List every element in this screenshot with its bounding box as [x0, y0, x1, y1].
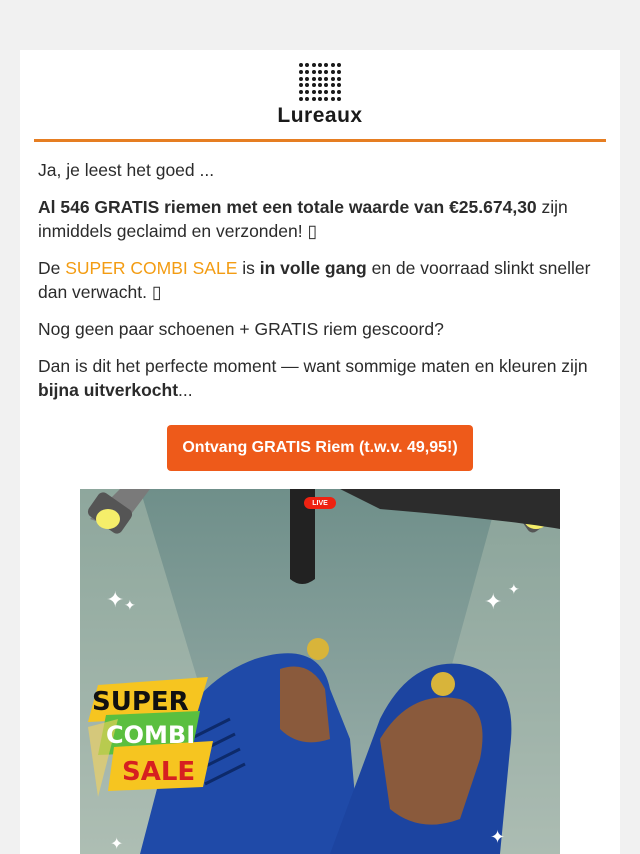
logo-dot [324, 63, 328, 67]
hero-image[interactable] [80, 489, 560, 854]
logo-dot [299, 77, 303, 81]
logo-dot [318, 83, 322, 87]
sparkle-icon: ✦ [106, 587, 125, 612]
sparkle-icon: ✦ [490, 827, 506, 847]
logo-dot [337, 83, 341, 87]
claimed-stat: Al 546 GRATIS riemen met een totale waarde van €25.674,30 [38, 197, 537, 217]
urgency-bold: bijna uitverkocht [38, 380, 179, 400]
logo-dot [331, 83, 335, 87]
header-divider [34, 139, 606, 142]
urgency-text: Dan is dit het perfecte moment — want sommige maten en kleuren zijn [38, 356, 588, 376]
logo-dot [312, 97, 316, 101]
logo-dot [318, 77, 322, 81]
sale-name: SUPER COMBI SALE [65, 258, 238, 278]
sale-text-rest: en de voorraad slinkt sneller dan verwacht. [38, 258, 591, 302]
sale-text-mid: is [237, 258, 260, 278]
logo-dot [337, 63, 341, 67]
logo-dot [305, 70, 309, 74]
message-body [38, 158, 594, 415]
brand-logo[interactable] [20, 62, 620, 128]
logo-dot [299, 83, 303, 87]
logo-dot [324, 77, 328, 81]
logo-dot [324, 70, 328, 74]
logo-dot [324, 83, 328, 87]
logo-dot [331, 97, 335, 101]
sale-status: in volle gang [259, 258, 367, 278]
logo-dot [337, 70, 341, 74]
logo-dot [337, 97, 341, 101]
urgency-paragraph [38, 354, 594, 402]
logo-dot [331, 63, 335, 67]
badge-super: SUPER [92, 687, 189, 717]
sparkle-icon: ✦ [124, 597, 136, 613]
emoji-icon: ▯ [307, 221, 318, 241]
free-belt-button[interactable]: Ontvang GRATIS Riem (t.w.v. 49,95!) [167, 425, 473, 471]
logo-dot [305, 63, 309, 67]
sale-paragraph [38, 256, 594, 304]
logo-dot [324, 90, 328, 94]
logo-dot [312, 77, 316, 81]
logo-dot [312, 63, 316, 67]
logo-dot [331, 70, 335, 74]
logo-dot [312, 83, 316, 87]
super-combi-sale-badge [88, 667, 208, 805]
logo-dot [318, 90, 322, 94]
logo-dot [305, 83, 309, 87]
logo-dot [312, 90, 316, 94]
logo-dot [299, 90, 303, 94]
urgency-ellipsis: ... [178, 380, 193, 400]
question-paragraph: Nog geen paar schoenen + GRATIS riem gescoord? [38, 319, 444, 339]
intro-line: Ja, je leest het goed ... [38, 160, 215, 180]
logo-dot [312, 70, 316, 74]
logo-dot [318, 70, 322, 74]
logo-dot [305, 90, 309, 94]
sparkle-icon: ✦ [110, 836, 124, 853]
emoji-icon: ▯ [151, 282, 162, 302]
logo-dot [318, 63, 322, 67]
logo-dot [331, 90, 335, 94]
logo-dot [337, 77, 341, 81]
logo-dot [331, 77, 335, 81]
logo-dot [299, 97, 303, 101]
sparkle-icon: ✦ [508, 581, 520, 597]
logo-dot [299, 70, 303, 74]
logo-dot [299, 63, 303, 67]
claimed-paragraph [38, 195, 594, 243]
email-card [20, 50, 620, 854]
logo-dot [305, 97, 309, 101]
badge-sale: SALE [122, 757, 196, 787]
logo-dot [324, 97, 328, 101]
brand-name: Lureaux [277, 104, 363, 127]
sale-text-pre: De [38, 258, 66, 278]
logo-dot [337, 90, 341, 94]
dot-grid-icon [298, 62, 342, 102]
logo-dot [305, 77, 309, 81]
claimed-text: zijn inmiddels geclaimd en verzonden! [38, 197, 568, 241]
logo-dot [318, 97, 322, 101]
badge-combi: COMBI [106, 721, 196, 749]
sparkle-icon: ✦ [484, 589, 503, 614]
live-badge: LIVE [304, 497, 336, 509]
